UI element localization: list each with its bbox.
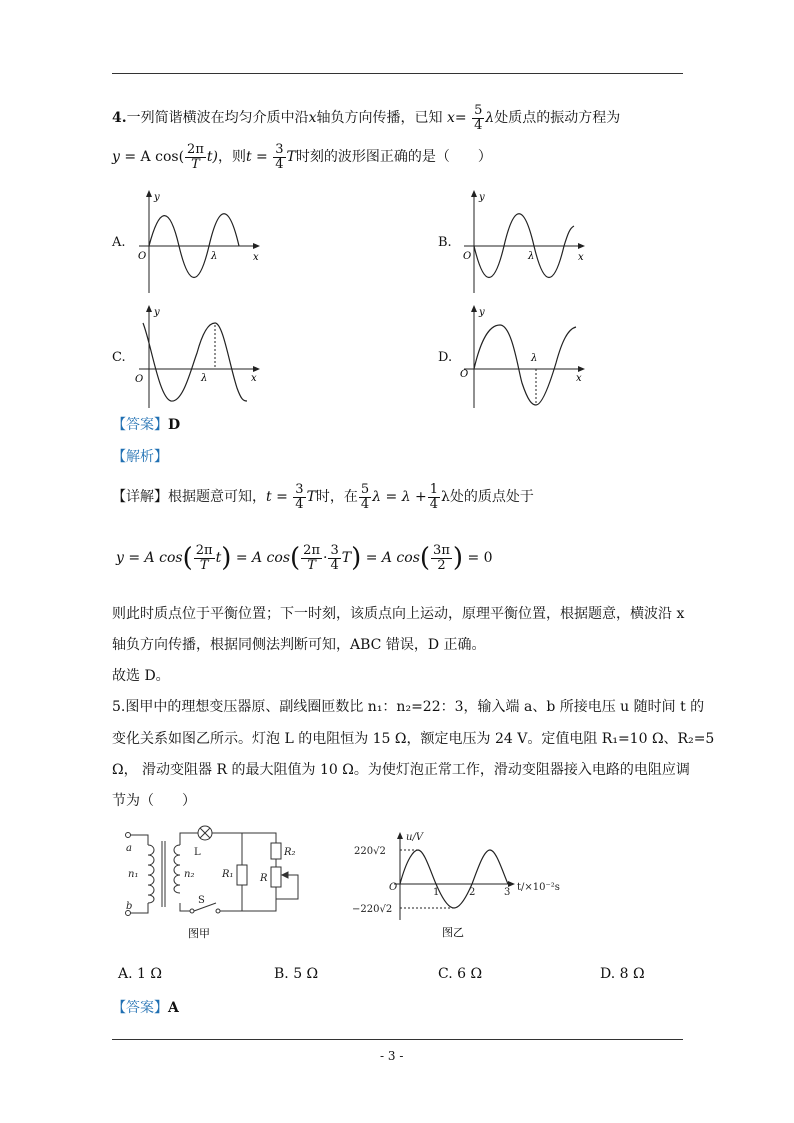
label-origin: O [389,882,398,893]
q5-line2: 变化关系如图乙所示。灯泡 L 的电阻恒为 15 Ω，额定电压为 24 V。定值电阻 R₁=10 Ω、R₂=5 [112,731,715,747]
resistor-r2 [271,843,281,859]
label-n1: n₁ [128,869,139,880]
q4-x: x [308,110,317,127]
label-R2: R₂ [284,847,296,858]
resistor-r1 [237,865,247,885]
frac-num: 1 [429,482,439,497]
frac-num: 3π [433,542,450,558]
eq-dot: · [323,550,328,566]
figure-jia-circuit [118,825,328,945]
label-b: b [126,901,133,912]
figure-yi-waveform [352,830,592,945]
origin-label: O [135,374,144,385]
secondary-coil [174,845,180,893]
q4-answer [112,414,180,434]
eq-p4: = 0 [467,550,493,566]
frac-num: 5 [360,482,370,497]
choice-d: D. 8 Ω [600,966,645,982]
frac-den: 4 [360,496,370,512]
eq-t: t [215,550,222,566]
detail-tag: 【详解】 [112,489,168,506]
q4-frac-2pi-T [185,143,206,171]
q4-line2: y = A cos( $\frac{2\pi}{T}$ t)，则t = $\frac{3}{4}$ T时刻的波形图正确的是（ ） [112,142,492,172]
q4-line1 [112,104,620,132]
u-arrow [397,832,403,839]
y-arrow [146,305,152,312]
detail-text-b: 时，在 [315,489,358,506]
frac-den: 2 [437,557,446,573]
x-arrow [578,366,585,372]
para4-line2: 轴负方向传播，根据同侧法判断可知，ABC 错误，D 正确。 [112,637,486,653]
switch-contact [216,909,220,913]
frac-num: 5 [474,103,483,118]
frac-num: 3 [330,542,339,558]
frac-num: 3 [275,142,284,157]
q4-text-a: 一列简谐横波在均匀介质中沿 [126,110,309,127]
detail-frac-3-4 [293,483,305,511]
detail-text-c: λ处的质点处于 [441,489,534,506]
bottom-wire [220,887,276,911]
origin-label: O [463,251,472,262]
primary-coil [148,845,154,903]
paren-close: ) [351,543,362,573]
paren-open: ( [182,543,193,573]
label-uv: u/V [406,832,424,843]
eq-frac-3pi-2 [431,544,452,572]
q4-t-close: t) [206,149,218,166]
y-label: y [154,307,160,318]
lambda-label: λ [531,353,538,364]
frac-den: T [307,557,316,573]
q4-eq: = [454,110,467,127]
equation-line [116,543,493,573]
eq-T: T [341,550,352,566]
y-label: y [479,192,485,203]
terminal-a [126,833,131,838]
origin-label: O [460,369,469,380]
para4-line3: 故选 D。 [112,668,170,684]
q5-line3: Ω， 滑动变阻器 R 的最大阻值为 10 Ω。为使灯泡正常工作，滑动变阻器接入电路的电阻应调 [112,762,690,778]
q4-analysis [112,446,168,466]
frac-den: 4 [330,557,339,573]
label-t2: 2 [469,887,476,898]
detail-frac-1-4 [428,483,440,511]
detail-T: T [306,489,316,506]
answer-value: D [168,417,181,433]
analysis-tag: 【解析】 [112,449,168,465]
label-t3: 3 [504,887,511,898]
eq-frac-2pi-T-b [301,544,322,572]
answer-tag: 【答案】 [112,417,168,433]
q4-lambda: λ [485,110,495,127]
wave-curve [143,323,247,401]
primary-lead-b [130,903,148,913]
frac-den: 4 [275,156,284,172]
x-arrow [253,366,260,372]
detail-eq: = [276,489,288,506]
top-wire [212,833,276,843]
detail-text-a: 根据题意可知， [168,489,266,506]
label-neg: −220√2 [352,904,393,915]
paren-open: ( [290,543,301,573]
y-label: y [479,307,485,318]
q4-t: t [245,149,252,166]
detail-frac-5-4 [359,483,371,511]
footer-rule [112,1039,683,1040]
q4-frac-5-4 [472,104,484,132]
q4-y: y [112,149,120,166]
q4-text-b: 轴负方向传播，已知 [316,110,443,127]
detail-t: t [266,489,272,506]
x-arrow [578,243,585,249]
paren-close: ) [452,543,464,573]
label-R: R [260,873,268,884]
paren-open: ( [419,543,431,573]
label-a: a [126,843,132,854]
choice-b: B. 5 Ω [274,966,319,982]
secondary-bottom-wire [180,903,190,911]
secondary-top-wire [180,833,198,845]
q4-frac-3-4 [273,143,285,171]
option-a-label: A. [112,235,126,250]
q4-acos: = A cos( [124,149,185,166]
header-rule [112,73,683,74]
eq-p1: = A cos [128,550,183,566]
lambda-label: λ [528,251,535,262]
wave-curve [474,325,576,405]
figure-jia-caption: 图甲 [188,927,210,940]
x-label: x [578,252,584,263]
y-arrow [146,190,152,197]
choice-a: A. 1 Ω [118,966,162,982]
q4-text-c: 处质点的振动方程为 [494,110,621,127]
eq-p2: = A cos [235,550,291,566]
detail-mid: λ = λ + [372,489,427,506]
option-b-label: B. [438,235,452,250]
frac-den: 4 [474,117,483,133]
q4-T: T [286,149,296,166]
option-c-graph [133,303,263,413]
label-pos: 220√2 [354,846,386,857]
x-label: x [251,373,257,384]
y-arrow [471,305,477,312]
label-L: L [194,847,201,858]
q4-text-then: ，则 [217,149,246,166]
option-d-graph [458,303,588,413]
q4-number: 4. [112,110,127,127]
paren-close: ) [221,543,232,573]
label-tunit: t/×10⁻²s [517,882,560,893]
option-d-label: D. [438,350,453,365]
rheostat-r [271,867,281,887]
choice-c: C. 6 Ω [438,966,483,982]
x-arrow [253,243,260,249]
option-c-label: C. [112,350,126,365]
x-label: x [253,252,259,263]
label-R1: R₁ [222,869,234,880]
eq-y: y [116,550,124,566]
label-t1: 1 [433,887,440,898]
q5-line1: 5.图甲中的理想变压器原、副线圈匝数比 n₁：n₂=22：3，输入端 a、b 所接电压 u 随时间 t 的 [112,699,705,715]
frac-den: 4 [429,496,439,512]
voltage-curve [400,850,511,908]
q4-detail [112,483,534,511]
switch-pivot [190,909,194,913]
frac-num: 2π [303,542,320,558]
frac-num: 2π [187,142,204,157]
primary-lead [130,835,148,845]
y-arrow [471,190,477,197]
answer-value: A [168,1000,179,1016]
y-label: y [154,192,160,203]
para4-line1: 则此时质点位于平衡位置；下一时刻，该质点向上运动，原理平衡位置，根据题意，横波沿 x [112,606,685,622]
eq-p3: = A cos [365,550,420,566]
frac-den: T [191,156,200,172]
q4-eq-x: x [446,110,455,127]
frac-den: 4 [295,496,304,512]
lambda-label: λ [201,373,208,384]
frac-num: 3 [295,482,304,497]
eq-frac-3-4 [328,544,340,572]
option-b-graph [458,188,588,298]
page-number: - 3 - [380,1049,404,1063]
x-label: x [576,373,582,384]
label-n2: n₂ [184,869,195,880]
slider-arrow [282,872,288,878]
eq-frac-2pi-T [194,544,215,572]
frac-den: T [199,557,209,573]
lambda-label: λ [211,251,218,262]
origin-label: O [138,251,147,262]
q4-text-d: 时刻的波形图正确的是（ ） [295,149,492,166]
option-a-graph [133,188,263,298]
answer-tag: 【答案】 [112,1000,168,1016]
frac-num: 2π [195,542,213,558]
q5-line4: 节为（ ） [112,793,196,809]
figure-yi-caption: 图乙 [442,926,464,939]
q5-answer [112,997,179,1017]
label-S: S [198,895,205,906]
